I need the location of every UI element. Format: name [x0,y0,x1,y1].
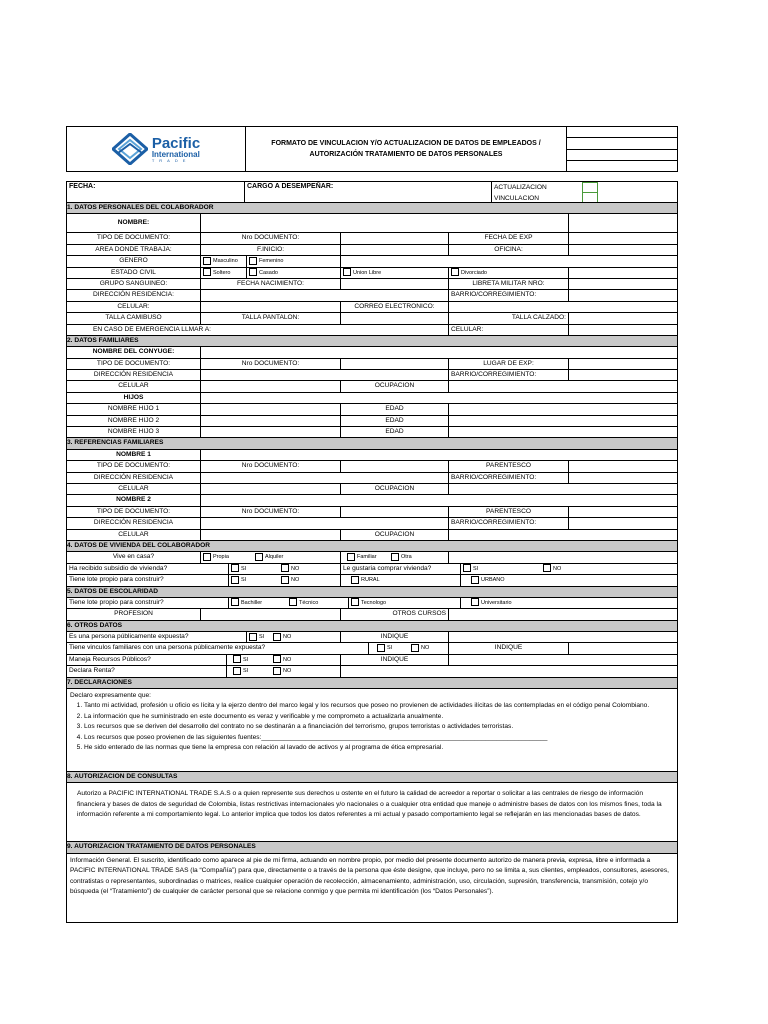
ref1-parentesco-field[interactable] [569,461,677,471]
ref1-nro-doc-field[interactable] [341,461,449,471]
vinculacion-checkbox[interactable] [582,192,598,202]
row-escolaridad [67,598,677,609]
renta-no-option[interactable] [271,666,341,676]
subsidio-si-checkbox[interactable] [231,564,239,572]
hijo2-edad-field[interactable] [449,416,677,426]
lote-si-checkbox[interactable] [231,576,239,584]
hijo3-edad-field[interactable] [449,427,677,437]
logo-line2: International [151,149,200,159]
pep-familiar-si-label: SI [387,645,393,652]
profesion-field[interactable] [201,609,341,619]
direccion-label: DIRECCIÓN RESIDENCIA: [67,290,201,300]
ref2-barrio-field[interactable] [569,518,677,528]
subsidio-si-label: SI [241,565,247,572]
recursos-no-checkbox[interactable] [273,655,281,663]
row-ref1-doc [67,461,677,472]
ref1-parentesco-label: PARENTESCO [449,461,569,471]
bachiller-option[interactable] [229,598,287,608]
gustaria-si-option[interactable] [461,564,541,574]
pep-familiar-no-option[interactable] [409,643,449,653]
pep-familiar-no-checkbox[interactable] [411,644,419,652]
tecnico-label: Técnico [299,599,319,606]
row-emergencia [67,325,677,336]
conyuge-celular-label: CELULAR [67,381,201,391]
lote-no-label: NO [291,577,300,584]
otros-cursos-label: OTROS CURSOS [341,609,449,619]
pep-si-option[interactable] [247,632,271,642]
hijo1-label: NOMBRE HIJO 1 [67,404,201,414]
direccion-field[interactable] [201,290,449,300]
barrio-field[interactable] [569,290,677,300]
conyuge-celular-field[interactable] [201,381,341,391]
pep-label: Es una persona públicamente expuesta? [67,632,247,642]
correo-label: CORREO ELECTRONICO: [341,302,449,312]
rural-option[interactable] [341,575,461,585]
section-9-title: 9. AUTORIZACION TRATAMIENTO DE DATOS PERSONALES [67,842,677,853]
area-label: AREA DONDE TRABAJA: [67,245,201,255]
logo [67,127,246,171]
hijo1-edad-label: EDAD [341,404,449,414]
conyuge-direccion-field[interactable] [201,370,449,380]
lote-no-checkbox[interactable] [281,576,289,584]
row-ref2-direccion [67,518,677,529]
hijo2-edad-label: EDAD [341,416,449,426]
pep-familiar-label: Tiene vinculos familiares con una persona públicamente expuesta? [67,643,369,653]
ref2-parentesco-field[interactable] [569,507,677,517]
subsidio-label: Ha recibido subsidio de vivienda? [67,564,229,574]
tecnologo-label: Tecnologo [361,599,387,606]
otra-label: Otra [401,554,412,561]
hijo2-label: NOMBRE HIJO 2 [67,416,201,426]
row-lote [67,575,677,586]
fecha-exp-label: FECHA DE EXP [449,233,569,243]
renta-no-checkbox[interactable] [273,667,281,675]
vive-label: Vive en casa? [67,552,201,562]
tecnologo-checkbox[interactable] [351,598,359,606]
ref2-celular-label: CELULAR [67,530,201,540]
conyuge-barrio-field[interactable] [569,370,677,380]
celular-label: CELULAR: [67,302,201,312]
top-row [67,182,677,203]
row-hijo1 [67,404,677,415]
urbano-label: URBANO [481,577,505,584]
talla-pantalon-field[interactable] [341,313,449,323]
actualizacion-label: ACTUALIZACION [494,184,547,191]
fecha-nac-label: FECHA NACIMIENTO: [201,279,341,289]
fecha-nac-field[interactable] [341,279,449,289]
pacific-logo-icon [112,133,148,165]
row-pep [67,632,677,643]
hijo2-field[interactable] [201,416,341,426]
form-header [66,126,678,172]
section-2-title: 2. DATOS FAMILIARES [67,336,677,347]
row-tallas [67,313,677,324]
hijo1-edad-field[interactable] [449,404,677,414]
urbano-checkbox[interactable] [471,576,479,584]
pep-indique-field[interactable] [449,632,677,642]
meta-cells [567,127,677,171]
employee-form [66,126,678,923]
nro-doc-field[interactable] [341,233,449,243]
libreta-field[interactable] [569,279,677,289]
hijos-empty [201,393,677,403]
gustaria-si-label: SI [473,565,479,572]
subsidio-no-option[interactable] [279,564,341,574]
ref1-barrio-field[interactable] [569,473,677,483]
conyuge-field[interactable] [201,347,677,357]
vinculacion-label: VINCULACION [494,195,540,202]
lote-no-option[interactable] [279,575,341,585]
recursos-si-checkbox[interactable] [233,655,241,663]
row-renta [67,666,677,677]
ref1-celular-label: CELULAR [67,484,201,494]
recursos-no-label: NO [283,656,292,663]
femenino-label: Femenino [259,258,284,265]
row-genero [67,256,677,267]
finicio-field[interactable] [341,245,449,255]
title-line2: AUTORIZACIÓN TRATAMIENTO DE DATOS PERSONALES [309,151,503,158]
recursos-no-option[interactable] [271,655,341,665]
section-4-title: 4. DATOS DE VIVIENDA DEL COLABORADOR [67,541,677,552]
row-grupo [67,279,677,290]
hijo3-field[interactable] [201,427,341,437]
conyuge-direccion-label: DIRECCIÓN RESIDENCIA [67,370,201,380]
otros-cursos-field[interactable] [449,609,677,619]
ref2-nombre-field[interactable] [201,495,677,505]
pep-familiar-si-checkbox[interactable] [377,644,385,652]
soltero-checkbox[interactable] [203,268,211,276]
logo-line3: TRADE [151,157,191,163]
row-celular [67,302,677,313]
divorciado-checkbox[interactable] [451,268,459,276]
divorciado-option[interactable] [449,268,569,278]
lote-si-option[interactable] [229,575,279,585]
declaracion-item-5: 5. He sido enterado de las normas que tiene la empresa con relación al lavado de activos y al programa de ética empresarial. [84,743,674,753]
subsidio-no-label: NO [291,565,300,572]
conyuge-nro-doc-field[interactable] [341,359,449,369]
casado-option[interactable] [247,268,341,278]
divorciado-label: Divorciado [461,269,487,276]
rural-label: RURAL [361,577,380,584]
row-ref2-doc [67,507,677,518]
ref1-celular-field[interactable] [201,484,341,494]
row-ref2-nombre [67,495,677,506]
soltero-label: Soltero [213,269,231,276]
union-libre-label: Union Libre [353,269,382,276]
familiar-checkbox[interactable] [347,553,355,561]
propia-option[interactable] [201,552,253,562]
row-profesion [67,609,677,620]
alquiler-checkbox[interactable] [255,553,263,561]
ref2-nro-doc-label: Nro DOCUMENTO: [201,507,341,517]
barrio-label: BARRIO/CORREGIMIENTO: [449,290,569,300]
ref2-ocupacion-field[interactable] [449,530,677,540]
subsidio-no-checkbox[interactable] [281,564,289,572]
section-8-title: 8. AUTORIZACION DE CONSULTAS [67,772,677,783]
oficina-field[interactable] [569,245,677,255]
ref1-direccion-label: DIRECCIÓN RESIDENCIA [67,473,201,483]
emergencia-celular-label: CELULAR: [449,325,569,335]
type-cell [492,182,677,202]
cargo-label[interactable]: CARGO A DESEMPEÑAR: [245,182,492,202]
union-libre-checkbox[interactable] [343,268,351,276]
row-vive [67,552,677,563]
femenino-checkbox[interactable] [249,257,257,265]
ref2-tipo-doc-label: TIPO DE DOCUMENTO: [67,507,201,517]
oficina-label: OFICINA: [449,245,569,255]
libreta-label: LIBRETA MILITAR NRO: [449,279,569,289]
talla-calzado-field[interactable] [569,313,677,323]
ref1-barrio-label: BARRIO/CORREGIMIENTO: [449,473,569,483]
tecnico-checkbox[interactable] [289,598,297,606]
declaracion-item-1: 1. Tanto mi actividad, profesión u oficio es lícita y la ejerzo dentro del marco legal y los recursos que poseo no provienen de actividades ilícitas de las contempladas en el código penal Colombiano. [84,701,674,711]
row-conyuge-doc [67,359,677,370]
emergencia-celular-field[interactable] [569,325,677,335]
masculino-option[interactable] [201,256,247,266]
gustaria-si-checkbox[interactable] [463,564,471,572]
row-tipo-doc [67,233,677,244]
vive-empty [449,552,677,562]
pep-familiar-si-option[interactable] [369,643,409,653]
gustaria-no-label: NO [553,565,562,572]
escolaridad-label: Tiene lote propio para construir? [67,598,229,608]
estado-civil-label: ESTADO CIVIL [67,268,201,278]
hijo3-label: NOMBRE HIJO 3 [67,427,201,437]
conyuge-label: NOMBRE DEL CONYUGE: [67,347,201,357]
ref2-barrio-label: BARRIO/CORREGIMIENTO: [449,518,569,528]
union-libre-option[interactable] [341,268,449,278]
conyuge-ocupacion-field[interactable] [449,381,677,391]
fecha-label[interactable]: FECHA: [67,182,245,202]
section-5-title: 5. DATOS DE ESCOLARIDAD [67,587,677,598]
emergencia-label: EN CASO DE EMERGENCIA LLMAR A: [67,325,449,335]
lote-label: Tiene lote propio para construir? [67,575,229,585]
conyuge-ocupacion-label: OCUPACION [341,381,449,391]
pep-si-checkbox[interactable] [249,633,257,641]
ref1-ocupacion-label: OCUPACION [341,484,449,494]
hijo3-edad-label: EDAD [341,427,449,437]
profesion-label: PROFESION [67,609,201,619]
pep-indique-label: INDIQUE [341,632,449,642]
gustaria-label: Le gustaria comprar vivienda? [341,564,461,574]
tratamiento-datos-text: Información General. El suscrito, identificado como aparece al pie de mi firma, actuando en nombre propio, por medio del presente documento autorizo de manera previa, expresa, libre e informada a PACIFIC INTERNATIONAL TRADE SAS (la “Compañía”) para que, directamente o a través de la persona que éste designe, que incluye, pero no se limita a, sus clientes, empleados, consultores, asesores, contratistas o representantes, subordinadas o matrices, realice cualquier operación de recolección, almacenamiento, administración, uso, circulación, supresión, transferencia, transmisión, cotejo y/o búsqueda (el “Tratamiento”) de cualquier de carácter personal que se relacione conmigo y que permita mi identificación (los “Datos Personales”). [67,854,677,923]
fecha-exp-field[interactable] [569,233,677,243]
correo-field[interactable] [449,302,677,312]
universitario-label: Universitario [481,599,512,606]
recursos-si-option[interactable] [227,655,271,665]
row-recursos [67,655,677,666]
alquiler-label: Alquiler [265,554,284,561]
pep-familiar-indique-field[interactable] [569,643,677,653]
tipo-doc-label: TIPO DE DOCUMENTO: [67,233,201,243]
ref2-direccion-field[interactable] [201,518,449,528]
talla-calzado-label: TALLA CALZADO: [449,313,569,323]
recursos-si-label: SI [243,656,249,663]
celular-field[interactable] [201,302,341,312]
ref1-nombre-label: NOMBRE 1 [67,450,201,460]
row-conyuge-celular [67,381,677,392]
declaraciones-text [67,689,677,772]
soltero-option[interactable] [201,268,247,278]
hijo1-field[interactable] [201,404,341,414]
logo-line1: Pacific [151,134,201,152]
ref2-nombre-label: NOMBRE 2 [67,495,201,505]
form-title [246,127,567,171]
pep-si-label: SI [259,634,265,641]
renta-empty [341,666,677,676]
pep-no-label: NO [283,634,292,641]
familiar-label: Familiar [357,554,377,561]
nro-doc-label: Nro DOCUMENTO: [201,233,341,243]
ref2-parentesco-label: PARENTESCO [449,507,569,517]
nombre-field[interactable] [201,214,569,232]
row-ref1-direccion [67,473,677,484]
declaraciones-intro: Declaro expresamente que: [70,692,152,700]
conyuge-tipo-doc-label: TIPO DE DOCUMENTO: [67,359,201,369]
row-ref2-celular [67,530,677,541]
gustaria-no-checkbox[interactable] [543,564,551,572]
row-hijo3 [67,427,677,438]
bachiller-checkbox[interactable] [231,598,239,606]
alquiler-option[interactable] [253,552,341,562]
rural-checkbox[interactable] [351,576,359,584]
ref2-celular-field[interactable] [201,530,341,540]
recursos-indique-field[interactable] [449,655,677,665]
tecnico-option[interactable] [287,598,349,608]
declaracion-item-2: 2. La información que he suministrado en este documento es veraz y verificable y me comprometo a actualizarla anualmente. [84,712,674,722]
declaracion-item-3: 3. Los recursos que se deriven del desarrollo del contrato no se destinarán a a financiación del terrorismo, grupos terroristas o actividades terroristas. [84,722,674,732]
bachiller-label: Bachiller [241,599,263,606]
otra-checkbox[interactable] [391,553,399,561]
talla-pantalon-label: TALLA PANTALON: [201,313,341,323]
autorizacion-consultas-text: Autorizo a PACIFIC INTERNATIONAL TRADE S.A.S o a quien represente sus derechos u ostente en el futuro la calidad de acreedor a reportar o solicitar a las centrales de riesgo de información financiera y bases de datos de seguridad de Colombia, listas restrictivas internacionales y/o nacionales o a cualquier otra entidad que maneje o administre bases de datos con los mismos fines, toda la información referente a mi comportamiento legal. Lo anterior implica que todos los datos referentes a mi actual y pasado comportamiento legal se reflejarán en las mencionadas bases de datos. [67,783,677,842]
nombre-label: NOMBRE: [67,214,201,232]
familiar-option[interactable] [341,552,389,562]
ref1-nombre-field[interactable] [201,450,677,460]
genero-label: GENERO [67,256,201,266]
row-nombre [67,214,677,233]
renta-si-option[interactable] [227,666,271,676]
nombre-extra-field[interactable] [569,214,677,232]
masculino-checkbox[interactable] [203,257,211,265]
universitario-option[interactable] [461,598,677,608]
renta-label: Declara Renta? [67,666,227,676]
recursos-indique-label: INDIQUE [341,655,449,665]
propia-label: Propia [213,554,229,561]
ref1-tipo-doc-label: TIPO DE DOCUMENTO: [67,461,201,471]
declaracion-item-4: 4. Los recursos que poseo provienen de las siguientes fuentes:______________________________________________________________________________ [84,733,674,743]
pep-familiar-no-label: NO [421,645,430,652]
row-ref1-nombre [67,450,677,461]
lugar-exp-label: LUGAR DE EXP: [449,359,569,369]
ref2-direccion-label: DIRECCIÓN RESIDENCIA [67,518,201,528]
row-conyuge-direccion [67,370,677,381]
subsidio-si-option[interactable] [229,564,279,574]
title-line1: FORMATO DE VINCULACION Y/O ACTUALIZACION DE DATOS DE EMPLEADOS / [271,140,541,147]
renta-si-checkbox[interactable] [233,667,241,675]
tecnologo-option[interactable] [349,598,461,608]
conyuge-barrio-label: BARRIO/CORREGIMIENTO: [449,370,569,380]
finicio-label: F.INICIO: [201,245,341,255]
row-direccion [67,290,677,301]
universitario-checkbox[interactable] [471,598,479,606]
row-ref1-celular [67,484,677,495]
ref1-nro-doc-label: Nro DOCUMENTO: [201,461,341,471]
casado-checkbox[interactable] [249,268,257,276]
femenino-option[interactable] [247,256,341,266]
masculino-label: Masculino [213,258,238,265]
hijos-label: HIJOS [67,393,201,403]
row-hijo2 [67,416,677,427]
conyuge-nro-doc-label: Nro DOCUMENTO: [201,359,341,369]
row-estado-civil [67,268,677,279]
propia-checkbox[interactable] [203,553,211,561]
pep-no-checkbox[interactable] [273,633,281,641]
ref2-nro-doc-field[interactable] [341,507,449,517]
lugar-exp-field[interactable] [569,359,677,369]
section-1-title: 1. DATOS PERSONALES DEL COLABORADOR [67,203,677,214]
row-pep-familiar [67,643,677,654]
section-3-title: 3. REFERENCIAS FAMILIARES [67,438,677,449]
otra-option[interactable] [389,552,449,562]
urbano-option[interactable] [461,575,677,585]
lote-si-label: SI [241,577,247,584]
casado-label: Casado [259,269,278,276]
row-hijos [67,393,677,404]
section-6-title: 6. OTROS DATOS [67,621,677,632]
row-subsidio [67,564,677,575]
estado-civil-empty [569,268,677,278]
ref1-ocupacion-field[interactable] [449,484,677,494]
row-conyuge [67,347,677,358]
pep-familiar-indique-label: INDIQUE [449,643,569,653]
genero-empty [341,256,677,266]
recursos-label: Maneja Recursos Públicos? [67,655,227,665]
grupo-label: GRUPO SANGUINEO: [67,279,201,289]
renta-no-label: NO [283,668,292,675]
renta-si-label: SI [243,668,249,675]
section-7-title: 7. DECLARACIONES [67,678,677,689]
row-area [67,245,677,256]
pep-no-option[interactable] [271,632,341,642]
talla-camibuso-label: TALLA CAMIBUSO [67,313,201,323]
gustaria-no-option[interactable] [541,564,677,574]
ref1-direccion-field[interactable] [201,473,449,483]
ref2-ocupacion-label: OCUPACION [341,530,449,540]
